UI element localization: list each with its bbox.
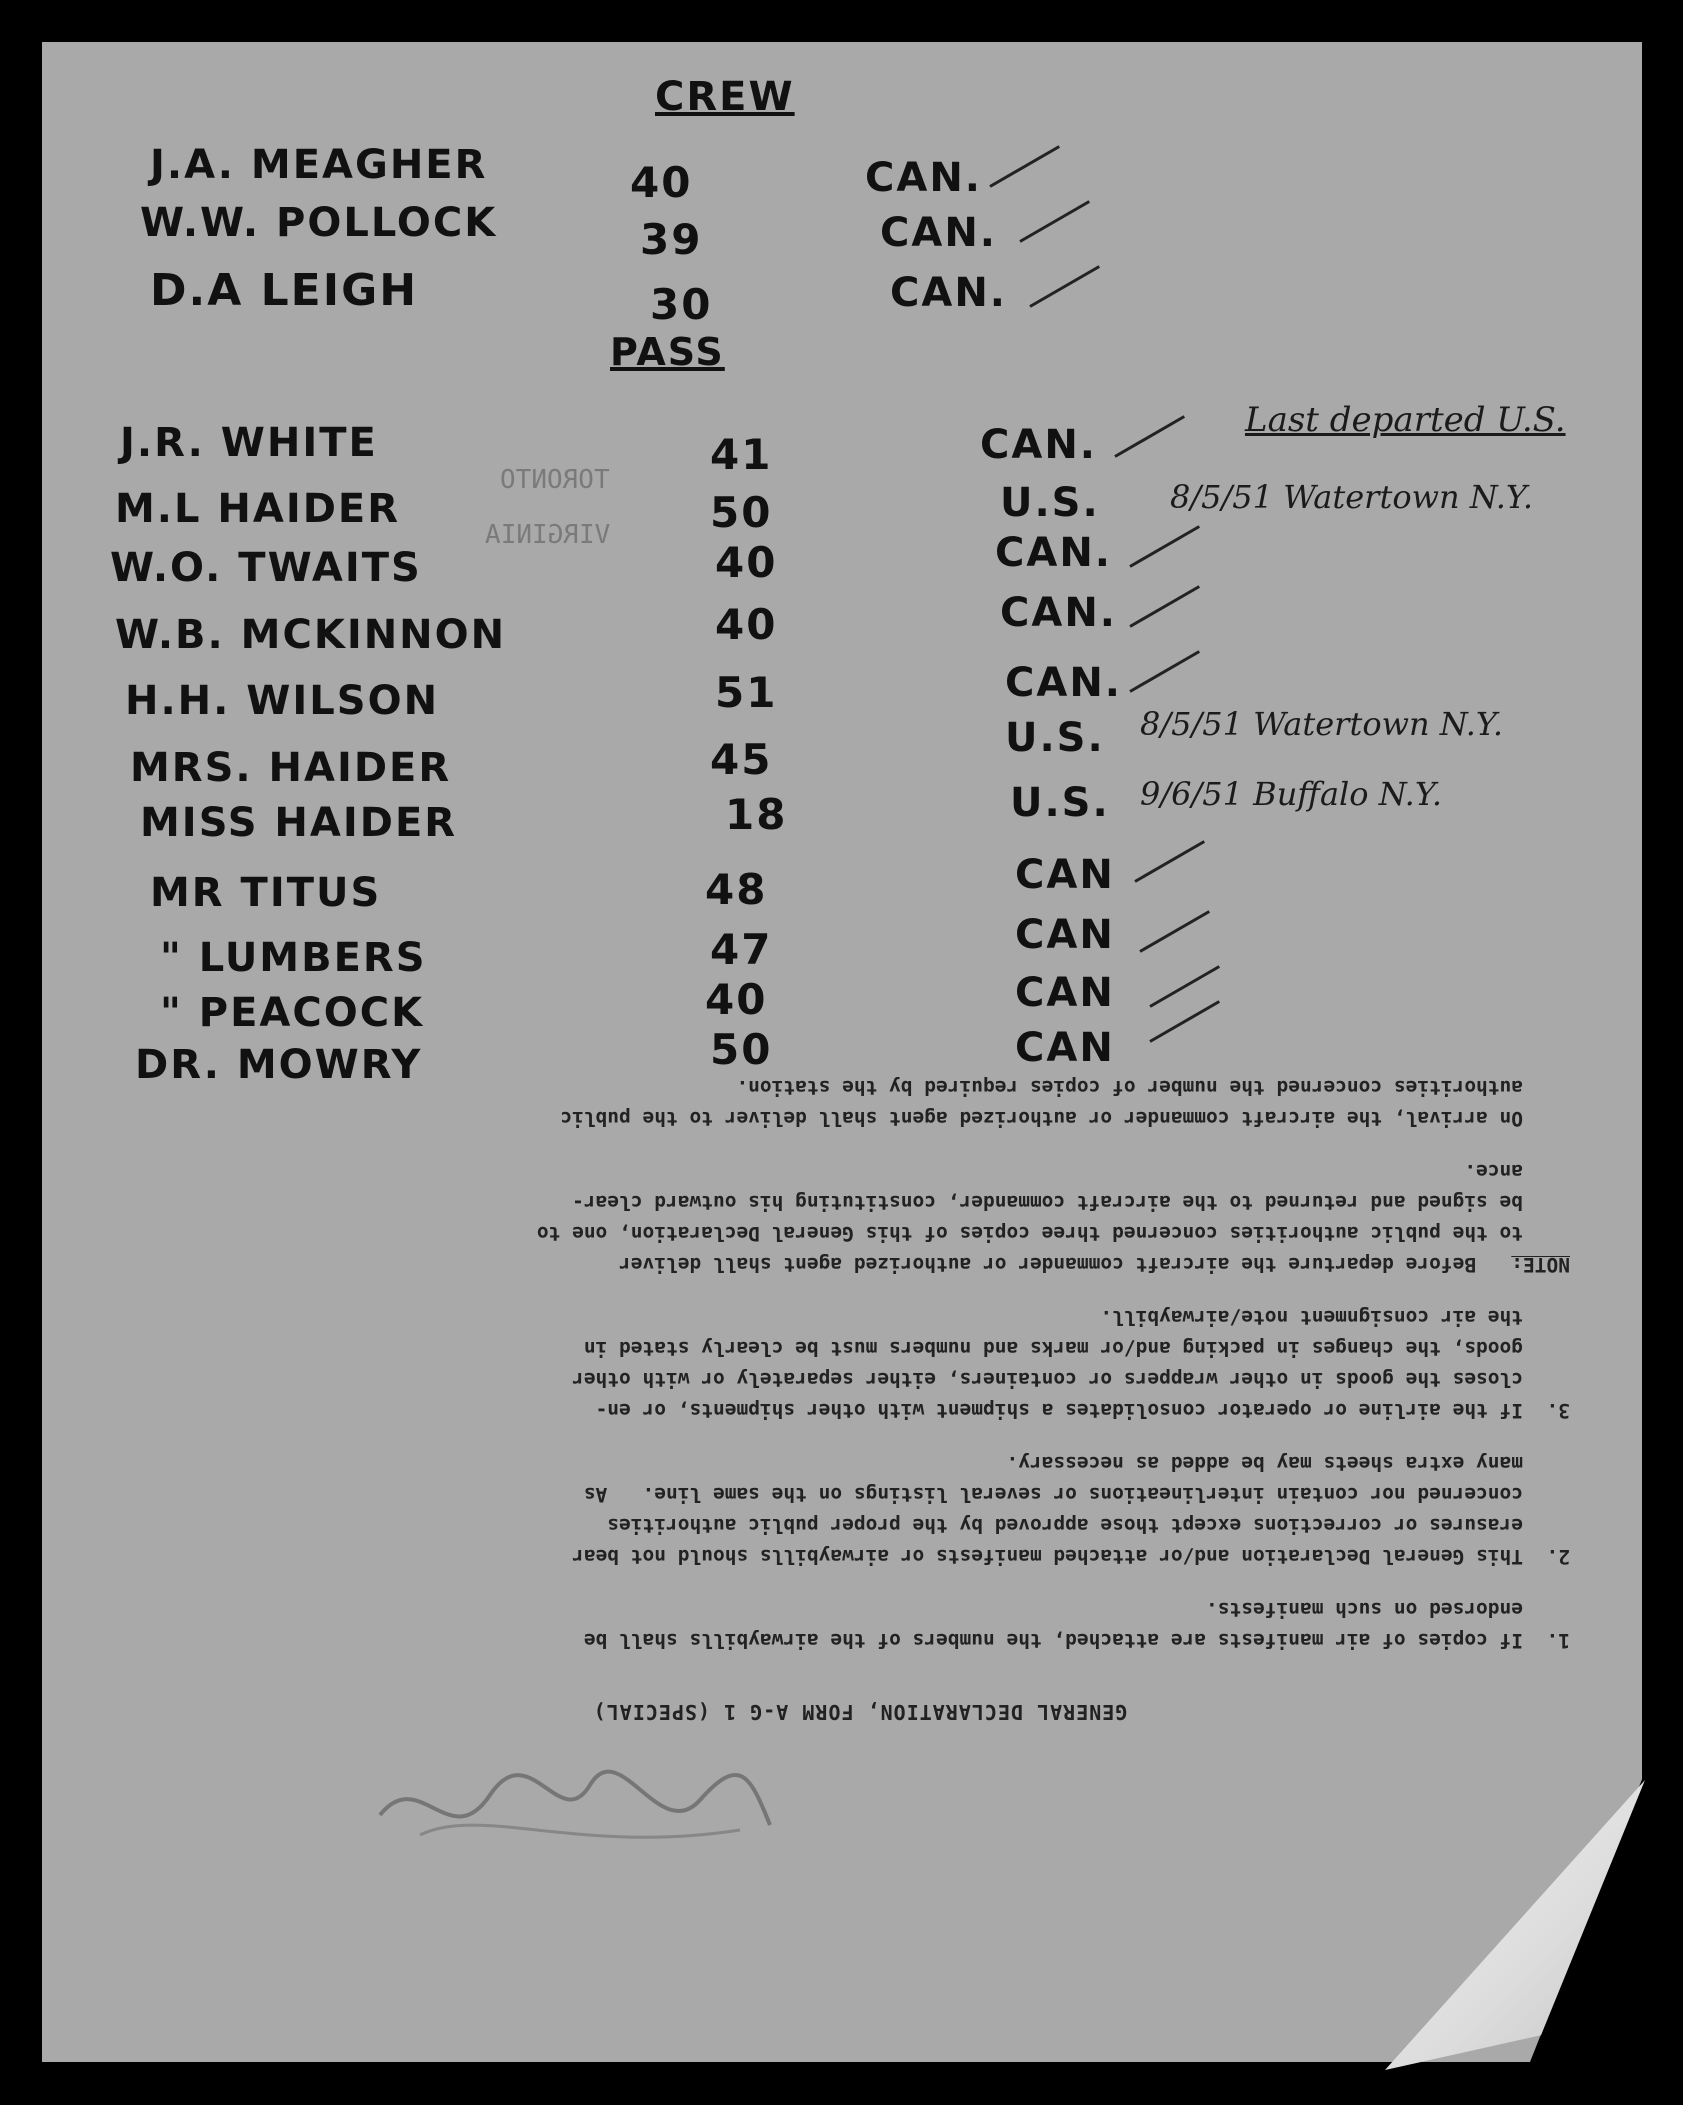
crew-heading: CREW (655, 74, 795, 120)
passenger-nationality: U.S. (1000, 480, 1100, 526)
passenger-age: 40 (705, 975, 768, 1024)
passenger-age: 47 (710, 925, 773, 974)
passenger-name: M.L HAIDER (115, 486, 401, 532)
crew-nationality: CAN. (865, 155, 982, 201)
signature-scribble (360, 1745, 780, 1865)
passenger-name: MRS. HAIDER (130, 745, 452, 791)
passenger-age: 41 (710, 430, 773, 479)
passenger-age: 48 (705, 865, 768, 914)
passenger-nationality: U.S. (1005, 715, 1105, 761)
passenger-nationality: CAN. (1005, 660, 1122, 706)
crew-age: 39 (640, 215, 703, 264)
passenger-name: " PEACOCK (160, 990, 425, 1036)
passenger-nationality: U.S. (1010, 780, 1110, 826)
passenger-age: 40 (715, 600, 778, 649)
crew-nationality: CAN. (890, 270, 1007, 316)
passenger-age: 51 (715, 668, 778, 717)
departure-note: 8/5/51 Watertown N.Y. (1170, 478, 1534, 516)
passenger-nationality: CAN. (995, 530, 1112, 576)
last-departed-label: Last departed U.S. (1245, 400, 1566, 440)
passenger-age: 18 (725, 790, 788, 839)
passenger-name: DR. MOWRY (135, 1042, 423, 1088)
instruction-item: 3. If the airline or operator consolidates a shipment with other shipments, or en- closes the goods in other wrappers or containers, either separately or with other goods, the changes in packing and/or marks and numbers must be clearly stated in the air consignment note/airwaybill. (572, 1306, 1570, 1422)
note-label: NOTE: (1511, 1253, 1570, 1276)
passenger-name: J.R. WHITE (120, 420, 378, 466)
note-text: Before departure the aircraft commander or authorized agent shall deliver to the public authorities concerned three copies of this General Declaration, one to be signed and returned to the aircraft commander, constituting his outward clear- ance. (536, 1160, 1524, 1276)
passenger-name: W.O. TWAITS (110, 545, 422, 591)
passenger-age: 45 (710, 735, 773, 784)
crew-age: 40 (630, 158, 693, 207)
passenger-nationality: CAN (1015, 1025, 1115, 1071)
departure-note: 8/5/51 Watertown N.Y. (1140, 705, 1504, 743)
crew-nationality: CAN. (880, 210, 997, 256)
passenger-name: MR TITUS (150, 870, 382, 916)
crew-name: W.W. POLLOCK (140, 200, 498, 246)
passenger-name: MISS HAIDER (140, 800, 458, 846)
arrival-paragraph: On arrival, the aircraft commander or authorized agent shall deliver to the public authorities concerned the number of copies required by the station. (560, 1076, 1524, 1130)
passenger-nationality: CAN (1015, 970, 1115, 1016)
passenger-name: H.H. WILSON (125, 678, 440, 724)
passenger-nationality: CAN (1015, 852, 1115, 898)
crew-name: D.A LEIGH (150, 265, 419, 316)
instruction-item: 1. If copies of air manifests are attached, the numbers of the airwaybills shall be endorsed on such manifests. (583, 1598, 1570, 1652)
passenger-nationality: CAN (1015, 912, 1115, 958)
crew-name: J.A. MEAGHER (150, 142, 488, 188)
bleed-through-text: VIRGINIA (485, 520, 611, 550)
passenger-name: " LUMBERS (160, 935, 427, 981)
passengers-heading: PASS (610, 330, 725, 374)
passenger-name: W.B. MCKINNON (115, 612, 507, 658)
passenger-nationality: CAN. (980, 422, 1097, 468)
crew-age: 30 (650, 280, 713, 329)
passenger-age: 40 (715, 538, 778, 587)
passenger-nationality: CAN. (1000, 590, 1117, 636)
form-title: GENERAL DECLARATION, FORM A-G 1 (SPECIAL) (592, 1700, 1128, 1724)
printed-instructions (150, 1050, 1570, 1727)
departure-note: 9/6/51 Buffalo N.Y. (1140, 775, 1443, 813)
passenger-age: 50 (710, 488, 773, 537)
instruction-item: 2. This General Declaration and/or attached manifests or airwaybills should not bear erasures or corrections except those approved by the proper public authorities concerned nor contain interlineations or several listings on the same line. As many extra sheets may be added as necessary. (572, 1452, 1570, 1568)
note-paragraph (150, 1156, 1570, 1280)
bleed-through-text: TORONTO (500, 465, 610, 495)
passenger-age: 50 (710, 1025, 773, 1074)
